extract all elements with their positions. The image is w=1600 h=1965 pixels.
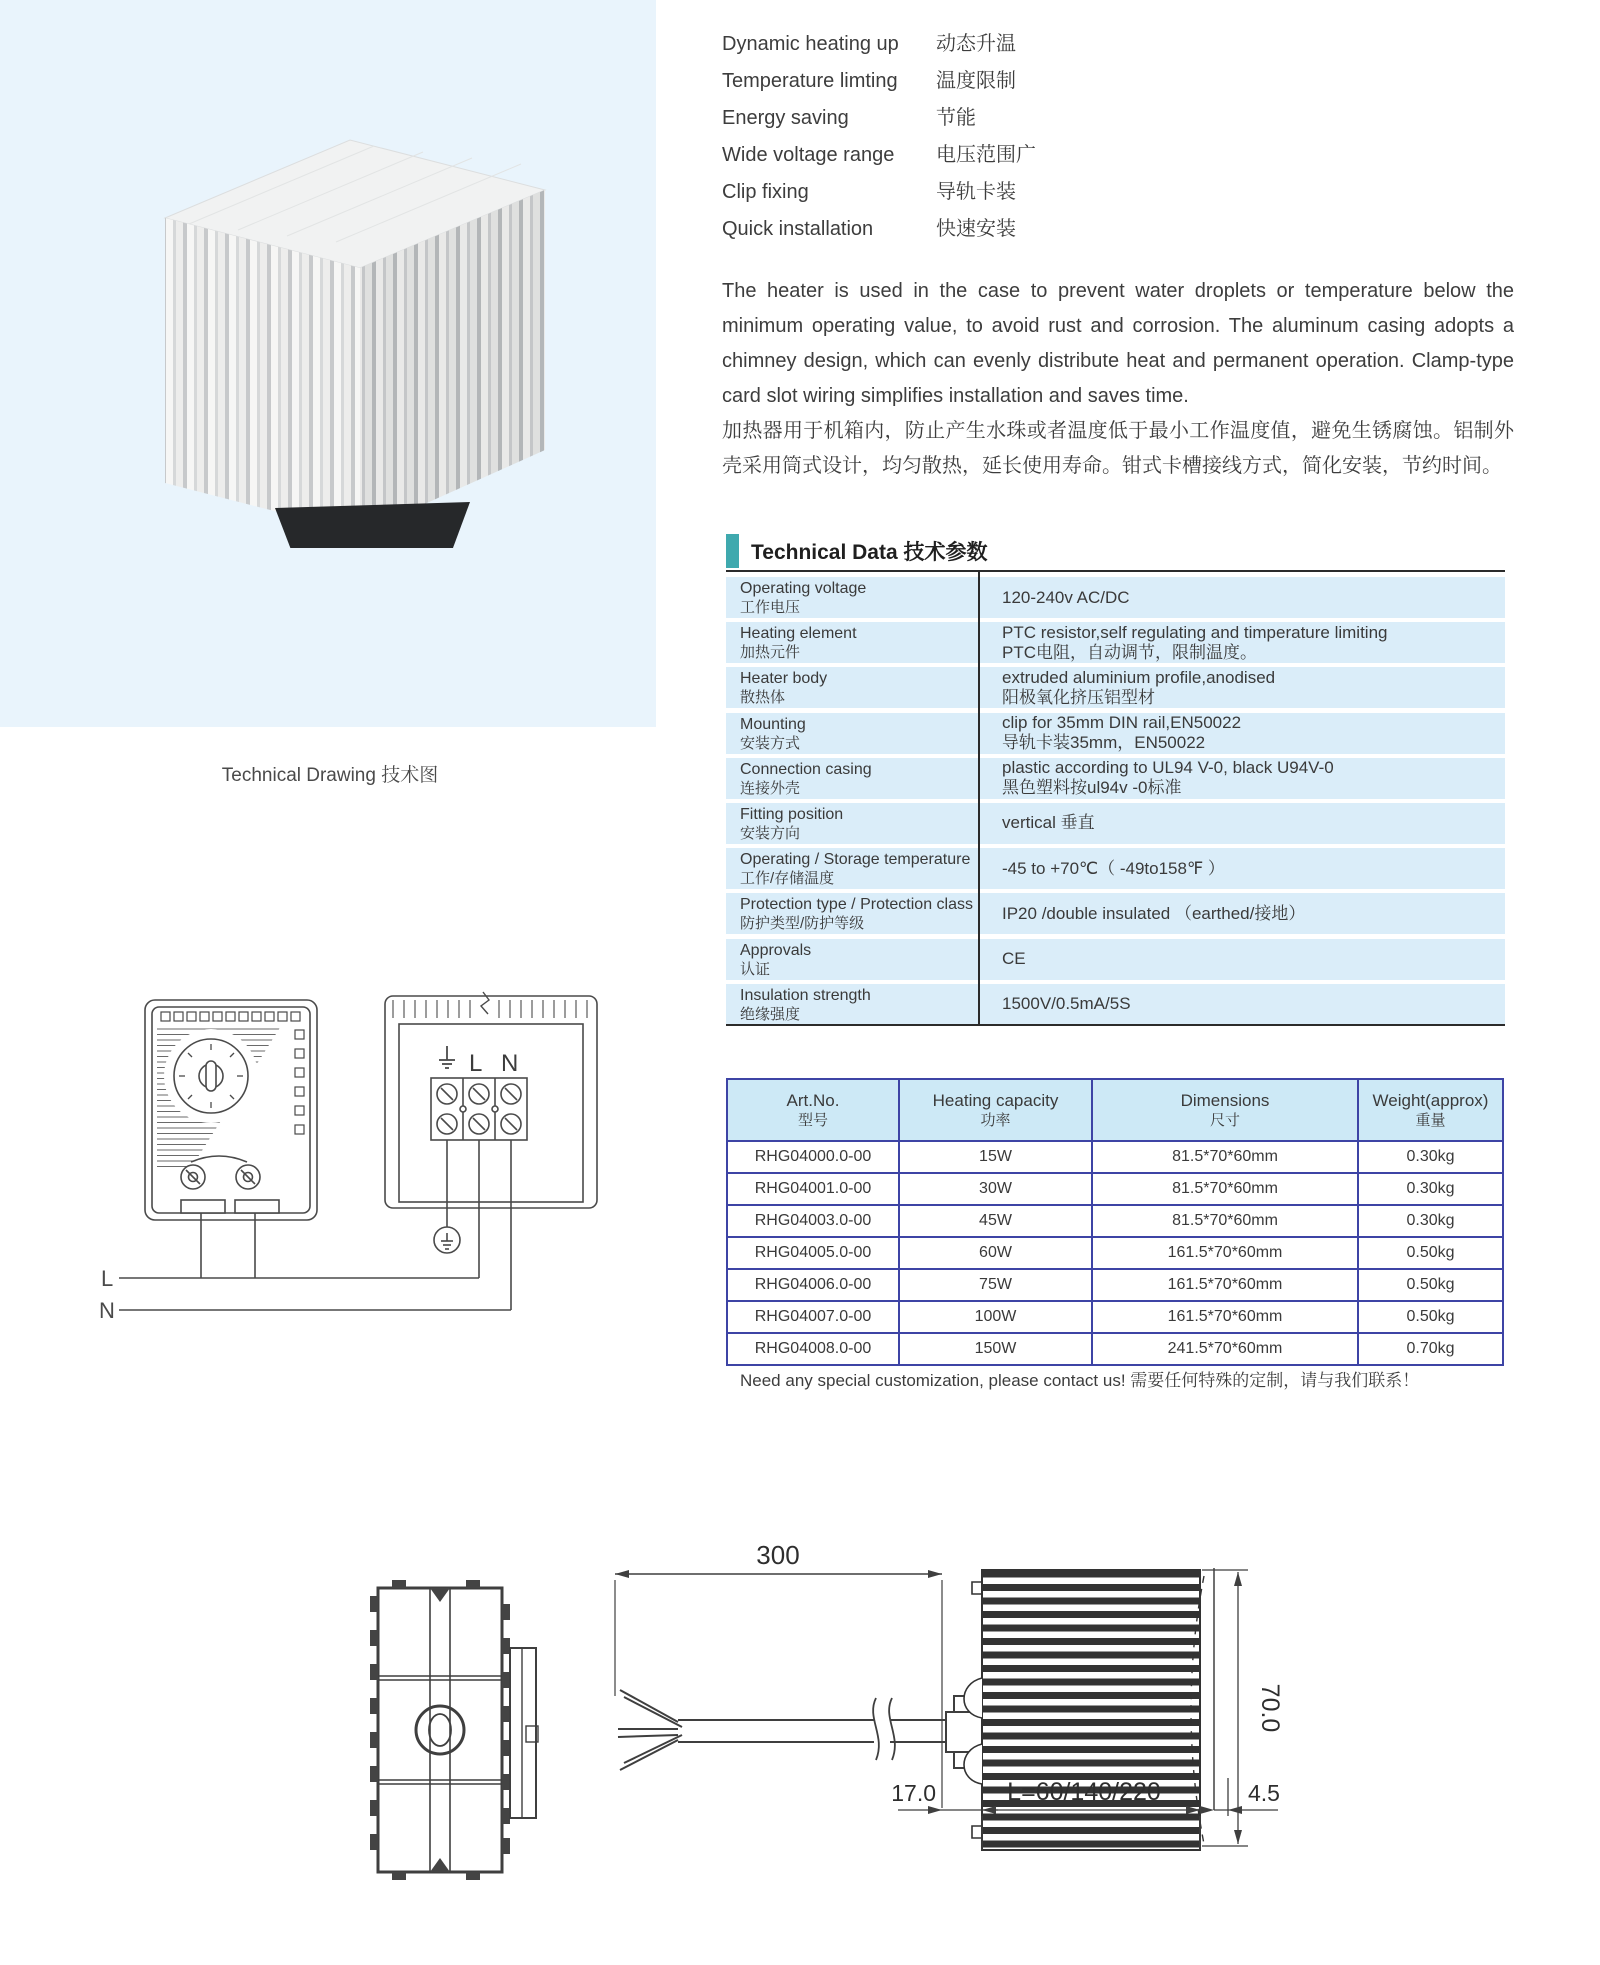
cell-dimensions: 161.5*70*60mm xyxy=(1092,1301,1358,1333)
heater-photo-base xyxy=(275,502,470,548)
cell-artno: RHG04000.0-00 xyxy=(727,1141,899,1173)
feature-zh: 导轨卡装 xyxy=(936,181,1016,203)
col-header-zh: 尺寸 xyxy=(1209,1112,1240,1129)
col-artno xyxy=(727,1079,899,1141)
terminal-label-l: L xyxy=(469,1050,483,1077)
col-header-zh: 功率 xyxy=(980,1112,1011,1129)
cell-weight: 0.50kg xyxy=(1358,1269,1503,1301)
tech-value: -45 to +70℃（ -49to158℉ ） xyxy=(1002,858,1225,878)
tech-row xyxy=(726,758,1505,799)
cell-weight: 0.30kg xyxy=(1358,1141,1503,1173)
supply-label-l: L xyxy=(101,1266,114,1291)
supply-label-n: N xyxy=(99,1298,115,1323)
feature-list xyxy=(722,26,1036,248)
description xyxy=(722,274,1514,484)
feature-item xyxy=(722,63,1036,100)
col-capacity xyxy=(899,1079,1092,1141)
col-header-en: Heating capacity xyxy=(932,1091,1059,1110)
cell-artno: RHG04003.0-00 xyxy=(727,1205,899,1237)
feature-en: Quick installation xyxy=(722,218,874,240)
dim-clip-width: 17.0 xyxy=(891,1780,936,1806)
cell-capacity: 15W xyxy=(899,1141,1092,1173)
cell-artno: RHG04006.0-00 xyxy=(727,1269,899,1301)
tech-row xyxy=(726,667,1505,708)
tech-label-zh: 安装方向 xyxy=(740,824,801,842)
product-table-header-row xyxy=(727,1079,1503,1141)
tech-row xyxy=(726,803,1505,844)
heater-side-view xyxy=(964,1568,1214,1850)
feature-en: Dynamic heating up xyxy=(722,33,899,55)
col-header-zh: 型号 xyxy=(797,1112,828,1129)
tech-value-2: 黑色塑料按ul94v -0标准 xyxy=(1002,778,1182,798)
cell-dimensions: 161.5*70*60mm xyxy=(1092,1237,1358,1269)
feature-en: Temperature limting xyxy=(722,70,898,92)
dim-cable-length: 300 xyxy=(756,1540,800,1570)
feature-item xyxy=(722,100,1036,137)
cable-drawing xyxy=(615,1570,982,1808)
tech-row xyxy=(726,939,1505,980)
tech-value: 1500V/0.5mA/5S xyxy=(1002,994,1131,1014)
tech-label-en: Operating / Storage temperature xyxy=(740,851,971,869)
tech-value: PTC resistor,self regulating and timperature limiting xyxy=(1002,622,1388,642)
cell-capacity: 60W xyxy=(899,1237,1092,1269)
tech-value: extruded aluminium profile,anodised xyxy=(1002,667,1276,687)
tech-label-en: Protection type / Protection class xyxy=(740,896,973,914)
feature-zh: 温度限制 xyxy=(936,70,1016,92)
technical-data-title: Technical Data 技术参数 xyxy=(751,541,988,564)
table-column-divider xyxy=(978,570,980,1026)
tech-label-zh: 连接外壳 xyxy=(740,779,801,797)
technical-drawing-caption: Technical Drawing 技术图 xyxy=(221,765,439,786)
col-header-zh: 重量 xyxy=(1415,1112,1446,1129)
tech-row xyxy=(726,984,1505,1025)
tech-label-en: Operating voltage xyxy=(740,580,867,597)
feature-en: Clip fixing xyxy=(722,181,809,203)
tech-row xyxy=(726,713,1505,754)
dim-height: 70.0 xyxy=(1256,1683,1284,1733)
cell-weight: 0.70kg xyxy=(1358,1333,1503,1365)
tech-label-en: Heating element xyxy=(740,625,857,643)
cell-artno: RHG04007.0-00 xyxy=(727,1301,899,1333)
customization-note: Need any special customization, please contact us! 需要任何特殊的定制，请与我们联系！ xyxy=(740,1371,1420,1390)
description-en: The heater is used in the case to prevent water droplets or temperature below the minimum operating value, to avoid rust and corrosion. The aluminum casing adopts a chimney design, which can evenly distribute heat and permanent operation. Clamp-type card slot wiring simplifies installation and saves time. xyxy=(722,280,1514,407)
col-dimensions xyxy=(1092,1079,1358,1141)
tech-label-zh: 散热体 xyxy=(740,689,786,707)
dimension-drawings xyxy=(270,1530,1350,1960)
tech-value: CE xyxy=(1002,949,1026,968)
tech-label-zh: 绝缘强度 xyxy=(740,1005,801,1023)
cell-artno: RHG04005.0-00 xyxy=(727,1237,899,1269)
technical-data-table xyxy=(726,577,1505,1029)
tech-label-en: Connection casing xyxy=(740,760,872,778)
cell-capacity: 30W xyxy=(899,1173,1092,1205)
accent-bar xyxy=(726,534,739,568)
description-zh: 加热器用于机箱内，防止产生水珠或者温度低于最小工作温度值，避免生锈腐蚀。铝制外壳采用筒式设计，均匀散热，延长使用寿命。钳式卡槽接线方式，简化安装，节约时间。 xyxy=(722,420,1514,477)
tech-label-en: Insulation strength xyxy=(740,986,871,1004)
profile-cross-section xyxy=(370,1580,538,1880)
cell-dimensions: 81.5*70*60mm xyxy=(1092,1173,1358,1205)
tech-value-2: 阳极氧化挤压铝型材 xyxy=(1002,687,1155,707)
terminal-block xyxy=(431,1078,527,1140)
table-row xyxy=(727,1141,1503,1173)
col-header-en: Weight(approx) xyxy=(1372,1091,1489,1110)
feature-en: Energy saving xyxy=(722,107,849,129)
cell-weight: 0.30kg xyxy=(1358,1205,1503,1237)
technical-data-header xyxy=(726,534,988,568)
heater-photo-body xyxy=(165,140,545,548)
cell-dimensions: 241.5*70*60mm xyxy=(1092,1333,1358,1365)
feature-zh: 节能 xyxy=(936,107,976,129)
tech-value-2: 导轨卡装35mm，EN50022 xyxy=(1002,733,1206,753)
product-photo xyxy=(120,78,570,548)
cell-artno: RHG04001.0-00 xyxy=(727,1173,899,1205)
col-header-en: Art.No. xyxy=(786,1091,840,1110)
feature-zh: 电压范围广 xyxy=(936,144,1036,166)
tech-value: IP20 /double insulated （earthed/接地） xyxy=(1002,903,1306,923)
earth-symbol xyxy=(434,1227,460,1253)
cell-weight: 0.30kg xyxy=(1358,1173,1503,1205)
feature-item xyxy=(722,137,1036,174)
tech-label-zh: 认证 xyxy=(740,960,771,978)
tech-label-en: Approvals xyxy=(740,941,812,959)
wiring-diagram xyxy=(95,972,635,1332)
feature-en: Wide voltage range xyxy=(722,144,895,166)
tech-label-zh: 加热元件 xyxy=(740,644,801,662)
cell-capacity: 75W xyxy=(899,1269,1092,1301)
table-row xyxy=(727,1173,1503,1205)
tech-label-zh: 工作电压 xyxy=(740,599,801,616)
tech-label-zh: 工作/存储温度 xyxy=(740,870,835,888)
tech-value-2: PTC电阻，自动调节，限制温度。 xyxy=(1002,642,1257,662)
table-row xyxy=(727,1269,1503,1301)
feature-zh: 快速安装 xyxy=(936,218,1016,240)
tech-label-en: Fitting position xyxy=(740,805,844,823)
cell-capacity: 100W xyxy=(899,1301,1092,1333)
feature-item xyxy=(722,211,1036,248)
tech-label-zh: 安装方式 xyxy=(740,734,801,752)
cell-artno: RHG04008.0-00 xyxy=(727,1333,899,1365)
table-row xyxy=(727,1205,1503,1237)
cell-weight: 0.50kg xyxy=(1358,1237,1503,1269)
cell-weight: 0.50kg xyxy=(1358,1301,1503,1333)
terminal-label-n: N xyxy=(501,1050,519,1077)
feature-item xyxy=(722,174,1036,211)
table-row xyxy=(727,1333,1503,1365)
dim-depth: 4.5 xyxy=(1248,1780,1280,1806)
tech-row xyxy=(726,622,1505,663)
tech-value: vertical 垂直 xyxy=(1002,813,1095,833)
tech-label-en: Mounting xyxy=(740,715,806,733)
cell-capacity: 150W xyxy=(899,1333,1092,1365)
cell-dimensions: 81.5*70*60mm xyxy=(1092,1205,1358,1237)
product-table xyxy=(726,1078,1504,1366)
col-weight xyxy=(1358,1079,1503,1141)
cell-capacity: 45W xyxy=(899,1205,1092,1237)
col-header-en: Dimensions xyxy=(1180,1091,1270,1110)
thermostat-drawing xyxy=(145,1000,317,1220)
tech-row xyxy=(726,848,1505,889)
tech-label-zh: 防护类型/防护等级 xyxy=(740,915,865,933)
table-bottom-line xyxy=(726,1024,1505,1026)
cell-dimensions: 81.5*70*60mm xyxy=(1092,1141,1358,1173)
dim-length: L=60/140/220 xyxy=(1007,1778,1161,1806)
cell-dimensions: 161.5*70*60mm xyxy=(1092,1269,1358,1301)
tech-row xyxy=(726,893,1505,934)
feature-zh: 动态升温 xyxy=(936,33,1016,55)
tech-row xyxy=(726,577,1505,618)
table-row xyxy=(727,1237,1503,1269)
tech-label-en: Heater body xyxy=(740,670,828,688)
feature-item xyxy=(722,26,1036,63)
tech-value: clip for 35mm DIN rail,EN50022 xyxy=(1002,713,1242,733)
header-underline xyxy=(726,570,1505,572)
tech-value: 120-240v AC/DC xyxy=(1002,587,1130,607)
heater-front-drawing xyxy=(385,992,597,1310)
tech-value: plastic according to UL94 V-0, black U94V-0 xyxy=(1002,758,1334,778)
table-row xyxy=(727,1301,1503,1333)
